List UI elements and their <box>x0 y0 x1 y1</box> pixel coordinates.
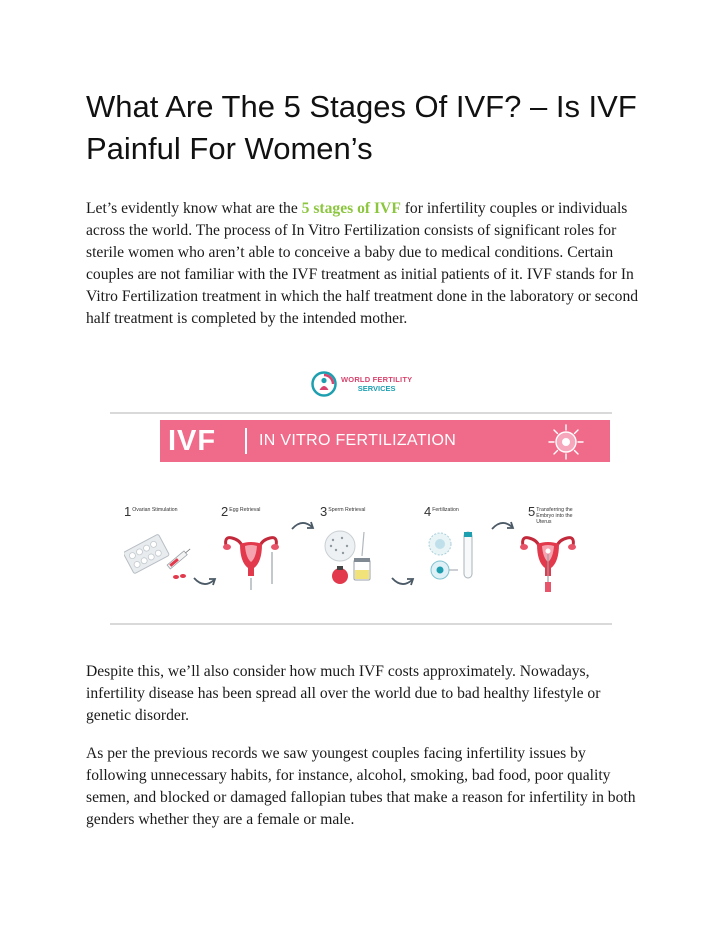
cost-paragraph: Despite this, we’ll also consider how much IVF costs approximately. Nowadays, infertility disease has been spread all over the world due to bad healthy lifestyle or genetic disorder. <box>86 663 601 724</box>
stages-of-ivf-link[interactable]: 5 stages of IVF <box>301 200 401 217</box>
stage-title: Ovarian Stimulation <box>132 507 178 513</box>
stage-4-label <box>424 505 459 518</box>
ivf-banner <box>160 420 610 462</box>
stage-title: Egg Retrieval <box>229 507 261 513</box>
stage-number: 1 <box>124 504 132 519</box>
pill-blister-syringe-icon <box>124 529 194 585</box>
uterus-embryo-transfer-icon <box>515 524 581 594</box>
stage-title: Transferring the Embryo into the Uterus <box>536 507 573 525</box>
logo-line-2: SERVICES <box>357 384 396 393</box>
curved-arrow-icon <box>192 575 218 589</box>
logo-wordmark <box>341 375 412 393</box>
logo-line-1: WORLD FERTILITY <box>341 375 413 384</box>
stage-3-label <box>320 505 365 518</box>
curved-arrow-icon <box>390 575 416 589</box>
world-fertility-services-logo <box>311 370 412 398</box>
stage-1-label <box>124 505 178 518</box>
page-title: What Are The 5 Stages Of IVF? – Is IVF Painful For Women’s <box>86 89 637 166</box>
causes-paragraph: As per the previous records we saw youngest couples facing infertility issues by following unnecessary habits, for instance, alcohol, smoking, bad food, poor quality semen, and blocked or damaged fallopian tubes that make a reason for infertility in both genders whether they are a female or male. <box>86 745 636 828</box>
stage-number: 4 <box>424 504 432 519</box>
stage-number: 2 <box>221 504 229 519</box>
banner-divider <box>245 428 247 454</box>
stage-5-label <box>528 505 588 525</box>
uterus-egg-retrieval-icon <box>218 524 284 590</box>
curved-arrow-icon <box>290 518 316 532</box>
ivf-infographic <box>110 412 612 625</box>
intro-text-after: for infertility couples or individuals across the world. The process of In Vitro Fertilization consists of significant roles for sterile women who aren’t able to conceive a baby due to medical conditions. Certain couples are not familiar with the IVF treatment as initial patients of it. IVF stands for In Vitro Fertilization treatment in which the half treatment done in the laboratory or second half treatment is completed by the intended mother. <box>86 200 639 327</box>
banner-title: IN VITRO FERTILIZATION <box>259 432 457 449</box>
sperm-sample-cup-icon <box>318 526 382 588</box>
fertility-logo-icon <box>311 371 337 397</box>
stage-title: Fertilization <box>432 507 459 513</box>
stage-title: Sperm Retrieval <box>328 507 366 513</box>
stage-2-label <box>221 505 260 518</box>
intro-text-before: Let’s evidently know what are the <box>86 200 302 217</box>
stage-number: 5 <box>528 504 536 519</box>
banner-ivf-label: IVF <box>168 425 217 457</box>
stage-number: 3 <box>320 504 328 519</box>
egg-cell-icon <box>548 424 584 460</box>
intro-paragraph <box>86 198 646 330</box>
fertilization-icon <box>422 526 482 588</box>
curved-arrow-icon <box>490 518 516 532</box>
